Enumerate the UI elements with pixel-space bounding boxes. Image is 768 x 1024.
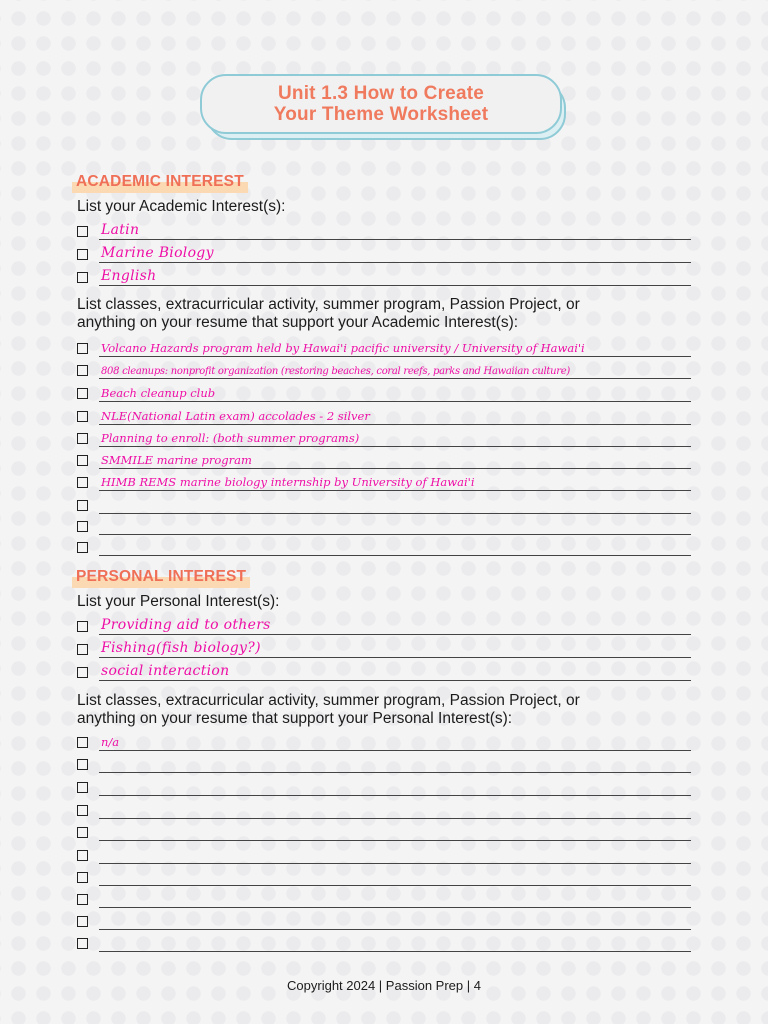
writing-line — [99, 634, 691, 635]
personal-support-row — [77, 801, 691, 819]
writing-line — [99, 907, 691, 908]
academic-support-row — [77, 361, 691, 379]
personal-interest-row — [77, 663, 691, 681]
handwritten-answer: Marine Biology — [101, 245, 214, 261]
personal-support-row — [77, 733, 691, 751]
personal-support-row — [77, 755, 691, 773]
checkbox[interactable] — [77, 249, 88, 260]
academic-support-prompt-line-2: anything on your resume that support your Academic Interest(s): — [77, 314, 519, 331]
handwritten-answer: English — [101, 268, 157, 284]
checkbox[interactable] — [77, 542, 88, 553]
checkbox[interactable] — [77, 938, 88, 949]
personal-interest-row — [77, 617, 691, 635]
personal-support-row — [77, 912, 691, 930]
page-footer: Copyright 2024 | Passion Prep | 4 — [287, 978, 481, 993]
writing-line — [99, 885, 691, 886]
personal-support-prompt-line-2: anything on your resume that support your Personal Interest(s): — [77, 710, 513, 727]
writing-line — [99, 863, 691, 864]
writing-line — [99, 424, 691, 425]
personal-support-row — [77, 890, 691, 908]
academic-interest-heading: ACADEMIC INTEREST — [72, 173, 248, 193]
checkbox[interactable] — [77, 365, 88, 376]
writing-line — [99, 772, 691, 773]
checkbox[interactable] — [77, 411, 88, 422]
writing-line — [99, 262, 691, 263]
writing-line — [99, 468, 691, 469]
checkbox[interactable] — [77, 388, 88, 399]
academic-support-row — [77, 384, 691, 402]
checkbox[interactable] — [77, 455, 88, 466]
academic-support-row — [77, 429, 691, 447]
page-title-line-2: Your Theme Worksheet — [273, 104, 489, 125]
writing-line — [99, 534, 691, 535]
personal-interest-row — [77, 640, 691, 658]
writing-line — [99, 401, 691, 402]
academic-support-prompt-line-1: List classes, extracurricular activity, summer program, Passion Project, or — [77, 296, 580, 313]
handwritten-answer: Latin — [101, 222, 140, 238]
checkbox[interactable] — [77, 894, 88, 905]
personal-support-row — [77, 778, 691, 796]
writing-line — [99, 840, 691, 841]
academic-interest-row — [77, 245, 691, 263]
checkbox[interactable] — [77, 521, 88, 532]
writing-line — [99, 513, 691, 514]
handwritten-answer: n/a — [101, 735, 120, 749]
personal-interest-prompt: List your Personal Interest(s): — [77, 593, 280, 610]
checkbox[interactable] — [77, 433, 88, 444]
personal-support-row — [77, 934, 691, 952]
checkbox[interactable] — [77, 477, 88, 488]
page-title-line-1: Unit 1.3 How to Create — [277, 83, 485, 104]
writing-line — [99, 555, 691, 556]
checkbox[interactable] — [77, 272, 88, 283]
writing-line — [99, 818, 691, 819]
academic-interest-row — [77, 268, 691, 286]
personal-support-row — [77, 868, 691, 886]
checkbox[interactable] — [77, 805, 88, 816]
academic-support-row — [77, 407, 691, 425]
writing-line — [99, 446, 691, 447]
writing-line — [99, 750, 691, 751]
checkbox[interactable] — [77, 850, 88, 861]
academic-support-row — [77, 517, 691, 535]
title-banner — [200, 74, 562, 134]
writing-line — [99, 490, 691, 491]
checkbox[interactable] — [77, 782, 88, 793]
academic-interest-prompt: List your Academic Interest(s): — [77, 198, 286, 215]
checkbox[interactable] — [77, 621, 88, 632]
handwritten-answer: Providing aid to others — [101, 617, 271, 633]
handwritten-answer: 808 cleanups: nonprofit organization (restoring beaches, coral reefs, parks and Hawaiian culture) — [101, 366, 570, 377]
checkbox[interactable] — [77, 667, 88, 678]
writing-line — [99, 378, 691, 379]
academic-support-row — [77, 538, 691, 556]
checkbox[interactable] — [77, 916, 88, 927]
academic-interest-row — [77, 222, 691, 240]
academic-support-row — [77, 473, 691, 491]
writing-line — [99, 657, 691, 658]
checkbox[interactable] — [77, 759, 88, 770]
handwritten-answer: Volcano Hazards program held by Hawai'i pacific university / University of Hawai'i — [101, 341, 585, 355]
handwritten-answer: social interaction — [101, 663, 230, 679]
checkbox[interactable] — [77, 343, 88, 354]
handwritten-answer: SMMILE marine program — [101, 453, 252, 467]
checkbox[interactable] — [77, 827, 88, 838]
writing-line — [99, 285, 691, 286]
handwritten-answer: HIMB REMS marine biology internship by University of Hawai'i — [101, 475, 475, 489]
personal-support-prompt-line-1: List classes, extracurricular activity, summer program, Passion Project, or — [77, 692, 580, 709]
writing-line — [99, 951, 691, 952]
writing-line — [99, 356, 691, 357]
handwritten-answer: NLE(National Latin exam) accolades - 2 silver — [101, 409, 370, 423]
checkbox[interactable] — [77, 872, 88, 883]
writing-line — [99, 795, 691, 796]
writing-line — [99, 929, 691, 930]
checkbox[interactable] — [77, 226, 88, 237]
academic-support-row — [77, 496, 691, 514]
handwritten-answer: Beach cleanup club — [101, 386, 216, 400]
title-banner-front — [200, 74, 562, 134]
checkbox[interactable] — [77, 500, 88, 511]
personal-support-row — [77, 823, 691, 841]
writing-line — [99, 239, 691, 240]
checkbox[interactable] — [77, 644, 88, 655]
academic-support-row — [77, 451, 691, 469]
personal-interest-heading: PERSONAL INTEREST — [72, 568, 250, 588]
checkbox[interactable] — [77, 737, 88, 748]
personal-support-row — [77, 846, 691, 864]
academic-support-row — [77, 339, 691, 357]
handwritten-answer: Planning to enroll: (both summer programs) — [101, 431, 360, 445]
writing-line — [99, 680, 691, 681]
handwritten-answer: Fishing(fish biology?) — [101, 640, 261, 656]
